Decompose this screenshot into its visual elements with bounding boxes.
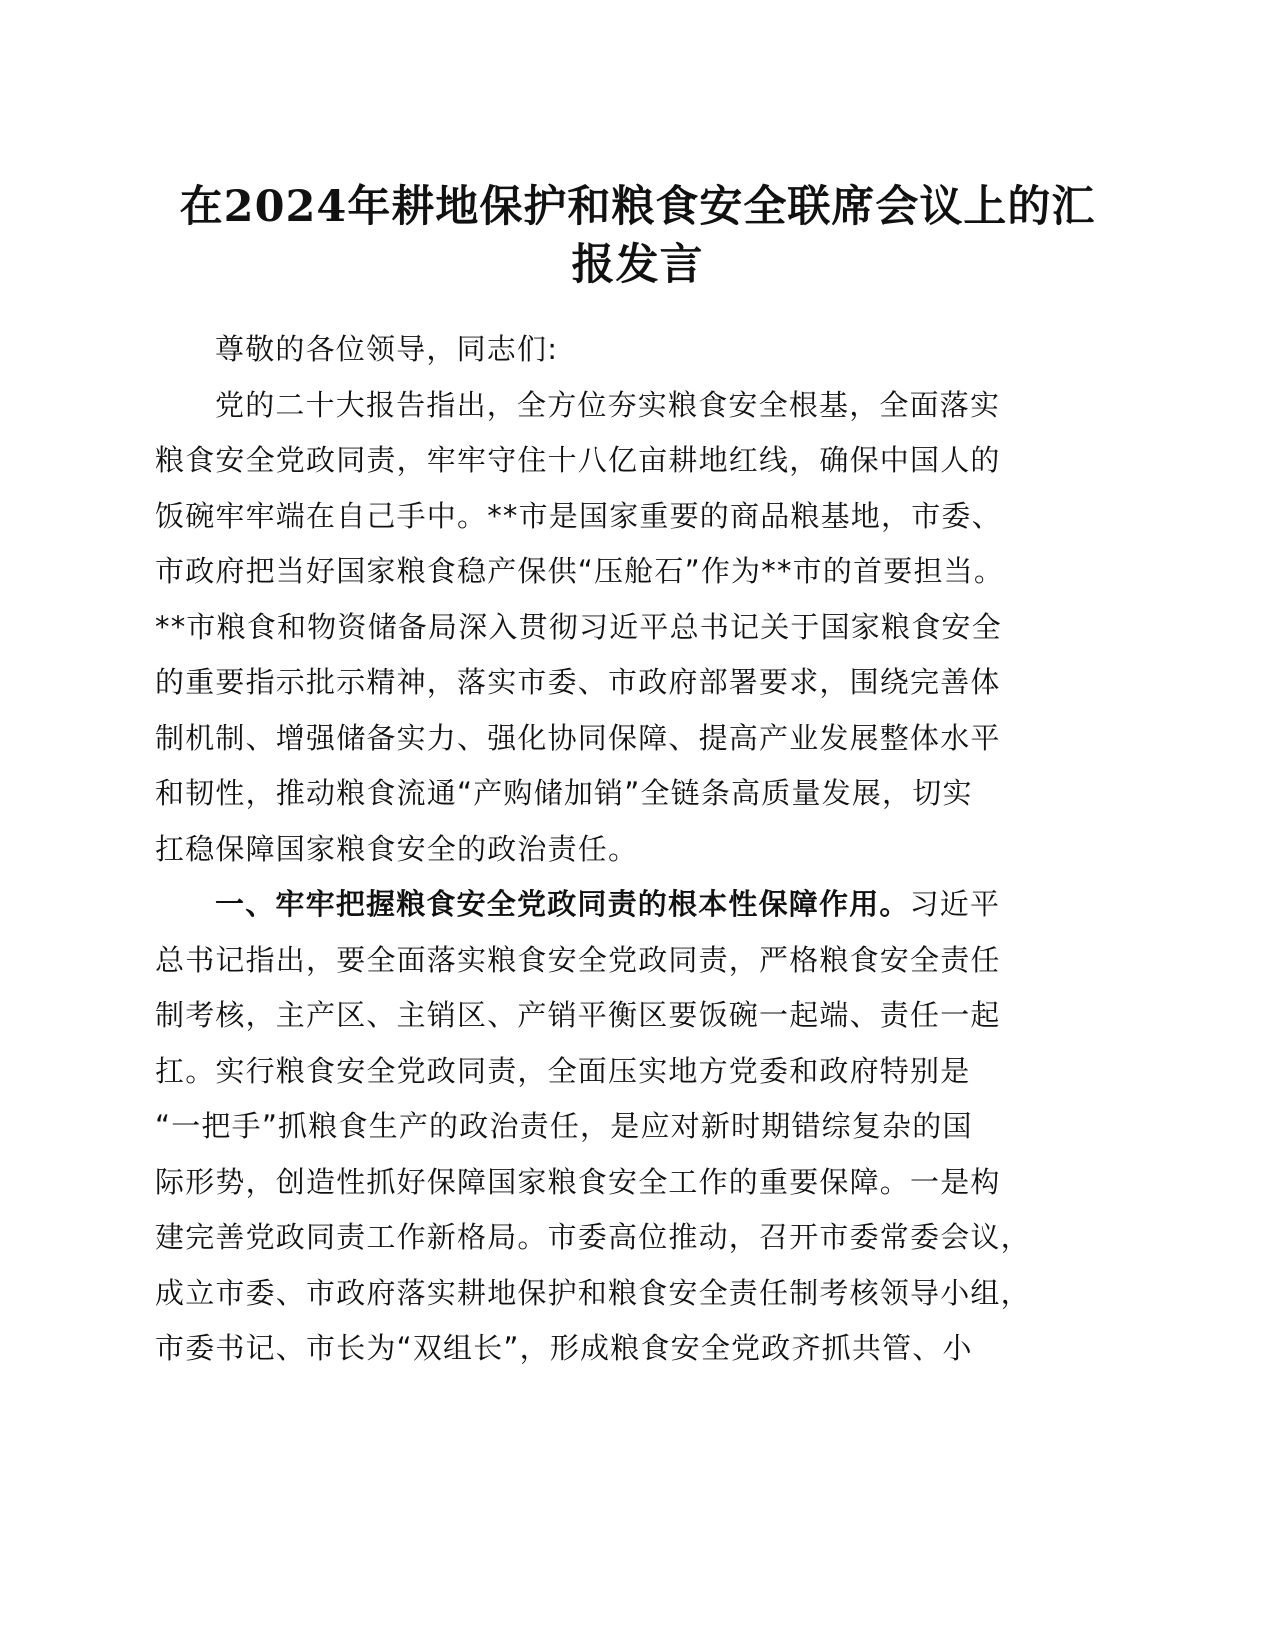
intro-line-9: 扛稳保障国家粮食安全的政治责任。 [155,831,639,866]
intro-line-4: 市政府把当好国家粮食稳产保供“压舱石”作为**市的首要担当。 [155,554,1005,588]
section1-heading: 一、牢牢把握粮食安全党政同责的根本性保障作用。 [215,887,910,921]
document-body [155,322,1115,1377]
section1-line-5: “一把手”抓粮食生产的政治责任，是应对新时期错综复杂的国 [155,1109,973,1143]
title-line-2: 报发言 [571,240,704,290]
section1-line-8: 成立市委、市政府落实耕地保护和粮食安全责任制考核领导小组， [155,1275,1031,1310]
section1-line-9: 市委书记、市长为“双组长”，形成粮食安全党政齐抓共管、小 [155,1331,973,1365]
section1-line-2: 总书记指出，要全面落实粮食安全党政同责，严格粮食安全责任 [155,942,1001,977]
greeting-line: 尊敬的各位领导，同志们: [215,332,559,366]
section1-line-4: 扛。实行粮食安全党政同责，全面压实地方党委和政府特别是 [155,1053,971,1088]
intro-line-6: 的重要指示批示精神，落实市委、市政府部署要求，围绕完善体 [155,665,1001,699]
section1-line-3: 制考核，主产区、主销区、产销平衡区要饭碗一起端、责任一起 [155,998,1001,1032]
section1-line-6: 际形势，创造性抓好保障国家粮食安全工作的重要保障。一是构 [155,1164,1001,1199]
section1-first-line [155,877,1115,933]
section1-line-7: 建完善党政同责工作新格局。市委高位推动，召开市委常委会议， [155,1220,1031,1254]
intro-line-7: 制机制、增强储备实力、强化协同保障、提高产业发展整体水平 [155,720,1001,755]
section1-first-line-rest: 习近平 [909,887,1001,921]
intro-line-3: 饭碗牢牢端在自己手中。**市是国家重要的商品粮基地，市委、 [155,498,1002,533]
intro-line-1: 党的二十大报告指出，全方位夯实粮食安全根基，全面落实 [215,387,1001,422]
title-line-1: 在2024年耕地保护和粮食安全联席会议上的汇 [179,182,1096,232]
intro-line-8: 和韧性，推动粮食流通“产购储加销”全链条高质量发展，切实 [155,776,973,810]
intro-line-2: 粮食安全党政同责，牢牢守住十八亿亩耕地红线，确保中国人的 [155,443,1001,477]
document-title [150,178,1125,294]
intro-line-5: **市粮食和物资储备局深入贯彻习近平总书记关于国家粮食安全 [155,609,1002,644]
